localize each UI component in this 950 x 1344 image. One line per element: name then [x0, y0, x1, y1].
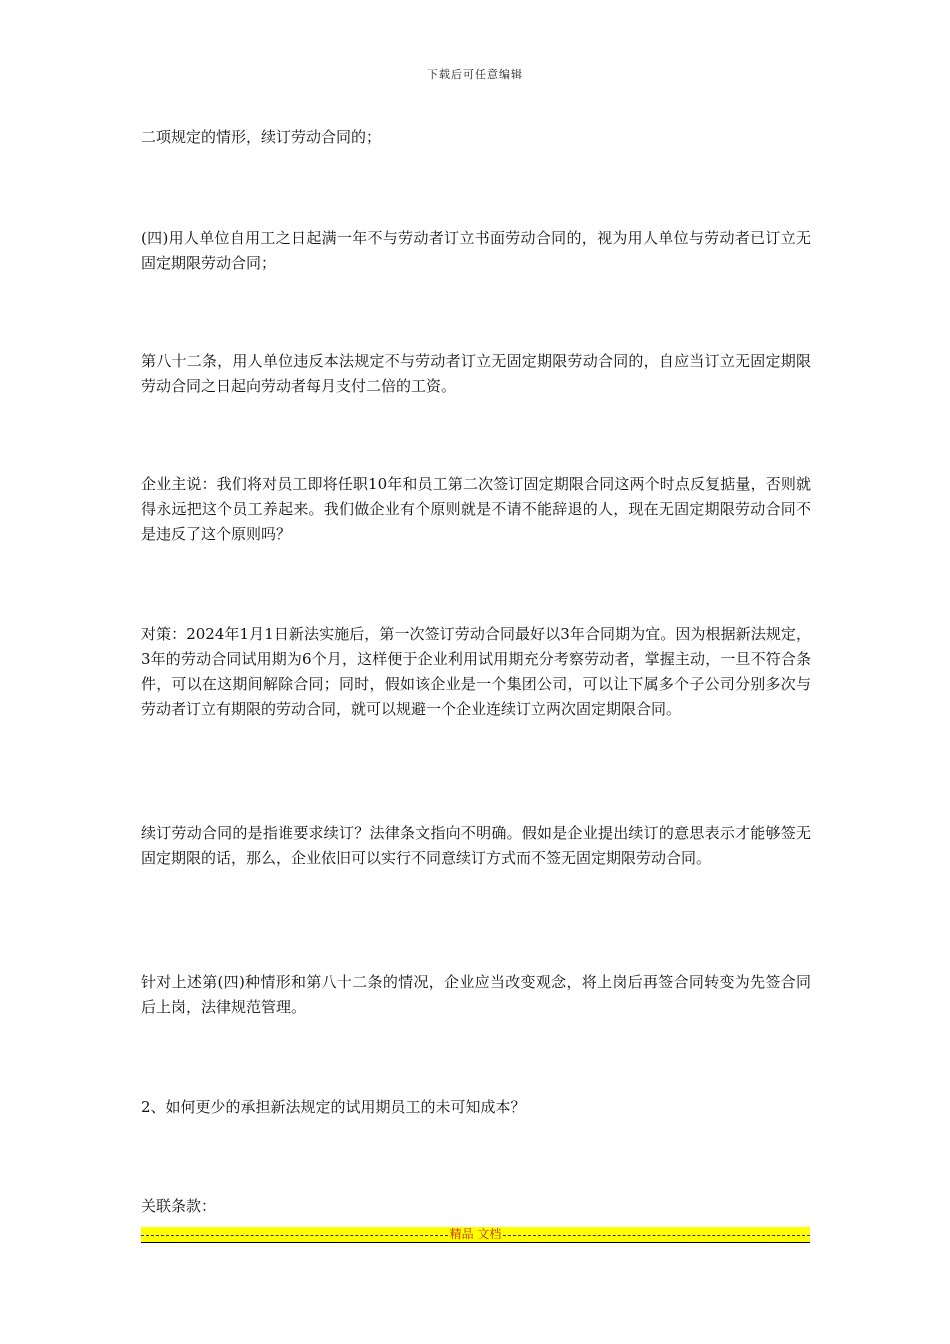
- paragraph-2: (四)用人单位自用工之日起满一年不与劳动者订立书面劳动合同的，视为用人单位与劳动者已订立无固定期限劳动合同；: [141, 229, 811, 272]
- footer-banner: [141, 1227, 810, 1243]
- paragraph-7: 针对上述第(四)种情形和第八十二条的情况，企业应当改变观念，将上岗后再签合同转变为先签合同后上岗，法律规范管理。: [141, 973, 811, 1016]
- header-note: 下载后可任意编辑: [427, 68, 523, 81]
- footer-dash-left: [141, 1235, 448, 1236]
- footer-dash-right: [503, 1235, 810, 1236]
- paragraph-1: 二项规定的情形，续订劳动合同的；: [141, 128, 382, 146]
- paragraph-8-question: 2、如何更少的承担新法规定的试用期员工的未可知成本？: [141, 1098, 526, 1116]
- footer-label: 精品 文档: [449, 1227, 502, 1241]
- paragraph-6: 续订劳动合同的是指谁要求续订？法律条文指向不明确。假如是企业提出续订的意思表示才能够签无固定期限的话，那么，企业依旧可以实行不同意续订方式而不签无固定期限劳动合同。: [141, 824, 811, 867]
- paragraph-4: 企业主说：我们将对员工即将任职10年和员工第二次签订固定期限合同这两个时点反复掂量，否则就得永远把这个员工养起来。我们做企业有个原则就是不请不能辞退的人，现在无固定期限劳动合同不是违反了这个原则吗？: [141, 475, 811, 543]
- paragraph-5: 对策：2024年1月1日新法实施后，第一次签订劳动合同最好以3年合同期为宜。因为根据新法规定，3年的劳动合同试用期为6个月，这样便于企业利用试用期充分考察劳动者，掌握主动，一旦不符合条件，可以在这期间解除合同；同时，假如该企业是一个集团公司，可以让下属多个子公司分别多次与劳动者订立有期限的劳动合同，就可以规避一个企业连续订立两次固定期限合同。: [141, 625, 811, 718]
- paragraph-3: 第八十二条，用人单位违反本法规定不与劳动者订立无固定期限劳动合同的，自应当订立无固定期限劳动合同之日起向劳动者每月支付二倍的工资。: [141, 352, 811, 395]
- paragraph-9-related-clauses: 关联条款：: [141, 1197, 217, 1215]
